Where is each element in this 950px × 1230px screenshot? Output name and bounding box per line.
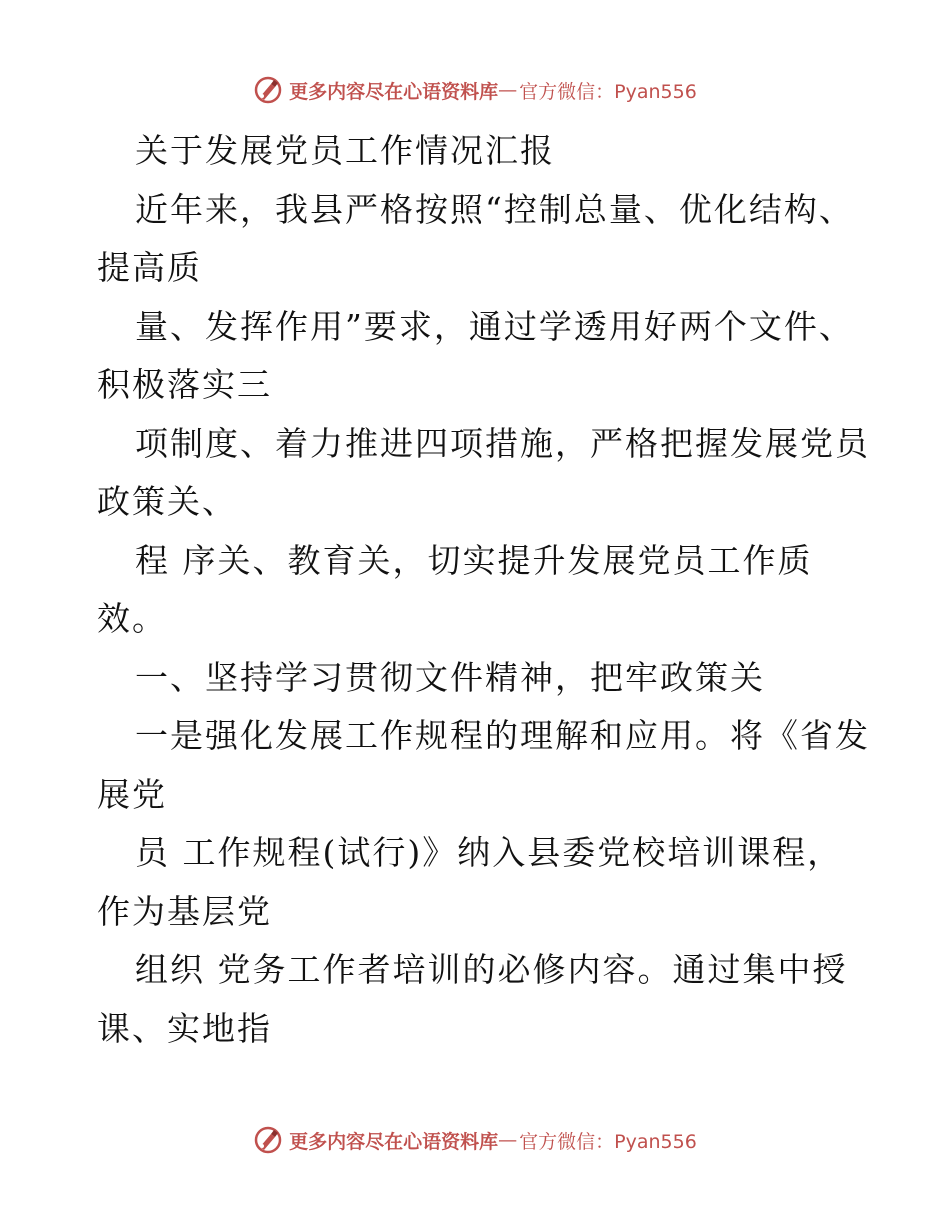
doc-line: 展党 xyxy=(97,774,167,814)
watermark-contact-text: 官方微信：Pyan556 xyxy=(519,80,697,103)
doc-line: 课、实地指 xyxy=(97,1008,272,1048)
header-watermark xyxy=(0,70,950,110)
doc-line: 项制度、着力推进四项措施，严格把握发展党员 xyxy=(135,423,870,463)
doc-line: 效。 xyxy=(97,599,167,638)
document-body xyxy=(97,122,870,1058)
watermark-separator: — xyxy=(498,1129,518,1151)
doc-line: 量、发挥作用”要求，通过学透用好两个文件、 xyxy=(135,306,854,346)
watermark-site-text: 更多内容尽在心语资料库 xyxy=(289,80,499,103)
watermark-contact-text: 官方微信：Pyan556 xyxy=(519,1130,697,1153)
doc-line: 积极落实三 xyxy=(97,365,272,404)
footer-watermark xyxy=(0,1120,950,1160)
doc-line: 员 工作规程(试行)》纳入县委党校培训课程， xyxy=(135,833,843,872)
doc-line: 组织 党务工作者培训的必修内容。通过集中授 xyxy=(135,950,848,989)
doc-line: 政策关、 xyxy=(97,482,237,521)
section-heading: 一、坚持学习贯彻文件精神，把牢政策关 xyxy=(135,657,765,697)
doc-line: 作为基层党 xyxy=(97,891,272,931)
doc-title: 关于发展党员工作情况汇报 xyxy=(135,131,555,170)
doc-line: 提高质 xyxy=(97,248,202,287)
doc-line: 近年来，我县严格按照“控制总量、优化结构、 xyxy=(135,189,854,229)
doc-line: 一是强化发展工作规程的理解和应用。将《省发 xyxy=(135,716,870,755)
doc-line: 程 序关、教育关，切实提升发展党员工作质 xyxy=(135,540,813,580)
watermark-separator: — xyxy=(498,79,518,101)
pen-nib-logo-icon xyxy=(253,75,283,105)
pen-nib-logo-icon xyxy=(253,1125,283,1155)
watermark-site-text: 更多内容尽在心语资料库 xyxy=(289,1130,499,1153)
